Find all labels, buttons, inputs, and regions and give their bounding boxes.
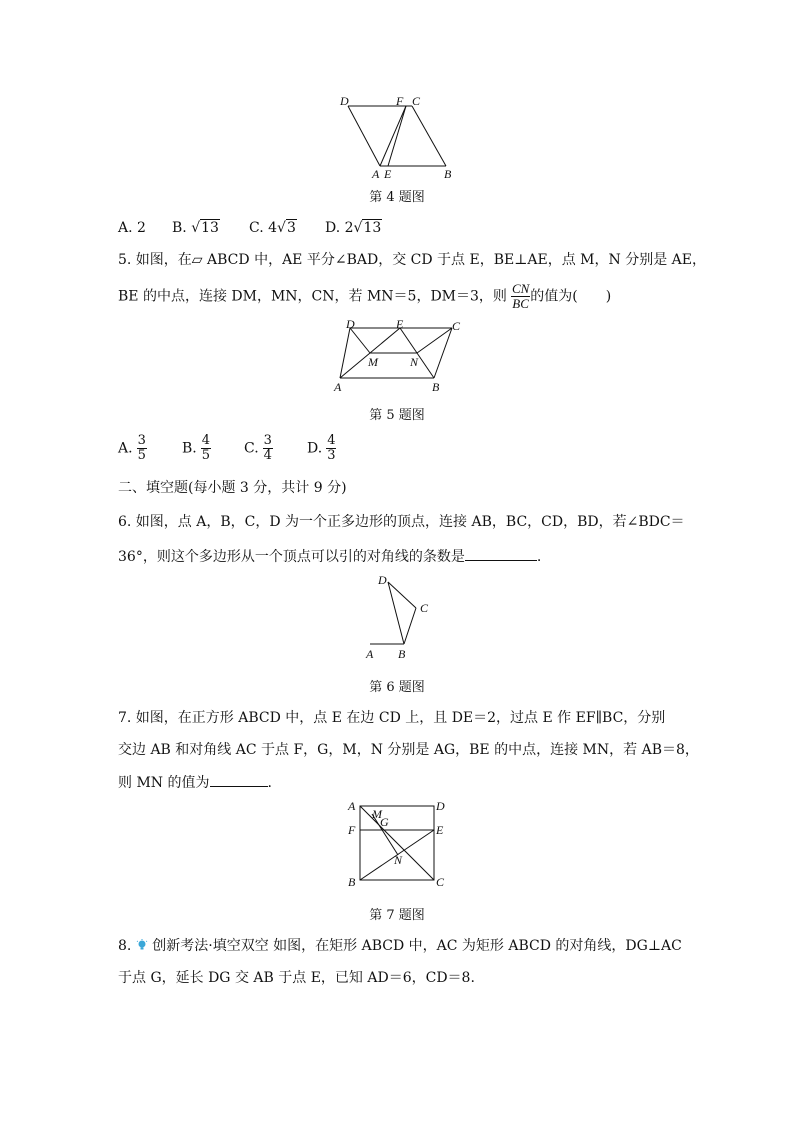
figure-4 (330, 92, 470, 182)
fig4-caption: 第 4 题图 (369, 190, 425, 205)
q7-line-3: 则 MN 的值为 . (118, 772, 272, 793)
fig5-label-e: E (396, 318, 404, 331)
q5-option-b: B. $\frac{4}{5}$ (182, 433, 211, 463)
fig4-segment-da (348, 106, 380, 166)
fig4-label-b: B (444, 167, 452, 181)
q5-line-2: BE 的中点，连接 DM，MN，CN，若 MN＝5，DM＝3，则 $\frac{CN}{BC}$ 的值为( ) (118, 281, 612, 311)
fig7-label-f: F (348, 823, 356, 837)
figure-6 (360, 570, 440, 662)
q4-option-b: B. √13 (172, 220, 219, 236)
fig6-caption: 第 6 题图 (369, 680, 425, 695)
fig6-label-c: C (420, 601, 429, 615)
q5-option-d: D. $\frac{4}{3}$ (307, 433, 336, 463)
fig7-label-c: C (436, 875, 445, 889)
q7-answer-blank[interactable] (210, 772, 268, 787)
lightbulb-icon (136, 939, 148, 951)
fig7-label-n: N (394, 853, 403, 867)
q5-fraction: $\frac{CN}{BC}$ (511, 281, 530, 311)
q8-line-2: 于点 G，延长 DG 交 AB 于点 E，已知 AD＝6，CD＝8. (118, 970, 475, 986)
fig5-caption: 第 5 题图 (369, 408, 425, 423)
q6-line-2: 36°，则这个多边形从一个顶点可以引的对角线的条数是 . (118, 546, 541, 567)
fig7-caption: 第 7 题图 (369, 908, 425, 923)
fig6-label-d: D (378, 573, 387, 587)
fig7-label-d: D (436, 799, 445, 813)
fig6-label-b: B (398, 647, 406, 661)
section-heading: 二、填空题(每小题 3 分，共计 9 分) (118, 480, 347, 496)
q4-option-a: A. 2 (118, 220, 146, 236)
fig5-label-m: M (368, 355, 378, 369)
fig5-label-c: C (452, 319, 461, 333)
fig6-label-a: A (366, 647, 374, 661)
q5-option-c: C. $\frac{3}{4}$ (244, 433, 272, 463)
fig7-label-a: A (348, 799, 356, 813)
figure-5 (328, 318, 468, 398)
fig7-label-m: M (372, 807, 382, 821)
fig4-label-a: A (372, 167, 380, 181)
figure-7 (340, 796, 460, 896)
fig4-segment-cb (412, 106, 446, 166)
fig4-label-e: E (384, 167, 392, 181)
q7-line-1: 7. 如图，在正方形 ABCD 中，点 E 在边 CD 上，且 DE＝2，过点 E 作 EF∥BC，分别 (118, 710, 666, 726)
fig4-segment-fe (388, 106, 406, 166)
fig7-label-g: G (380, 815, 389, 829)
q7-line-2: 交边 AB 和对角线 AC 于点 F，G，M，N 分别是 AG，BE 的中点，连接 MN，若 AB＝8， (118, 742, 699, 758)
fig7-label-b: B (348, 875, 356, 889)
fig4-segment-fa (380, 106, 406, 166)
fig4-label-f: F (396, 94, 404, 108)
q6-answer-blank[interactable] (465, 546, 537, 561)
fig5-label-b: B (432, 380, 440, 394)
fig4-label-c: C (412, 94, 421, 108)
q5-line-1: 5. 如图，在▱ ABCD 中，AE 平分∠BAD，交 CD 于点 E，BE⊥AE，点 M，N 分别是 AE， (118, 252, 706, 268)
fig5-label-n: N (410, 355, 419, 369)
q4-option-c: C. 4√3 (249, 220, 296, 236)
fig5-label-d: D (346, 318, 355, 331)
fig7-label-e: E (436, 823, 444, 837)
q8-line-1: 8. 创新考法·填空双空 如图，在矩形 ABCD 中，AC 为矩形 ABCD 的对角线，DG⊥AC (118, 938, 682, 954)
fig4-label-d: D (340, 94, 349, 108)
fig5-label-a: A (334, 380, 342, 394)
q6-line-1: 6. 如图，点 A，B，C，D 为一个正多边形的顶点，连接 AB，BC，CD，BD，若∠BDC＝ (118, 514, 685, 530)
q4-option-d: D. 2√13 (325, 220, 382, 236)
q5-option-a: A. $\frac{3}{5}$ (118, 433, 146, 463)
